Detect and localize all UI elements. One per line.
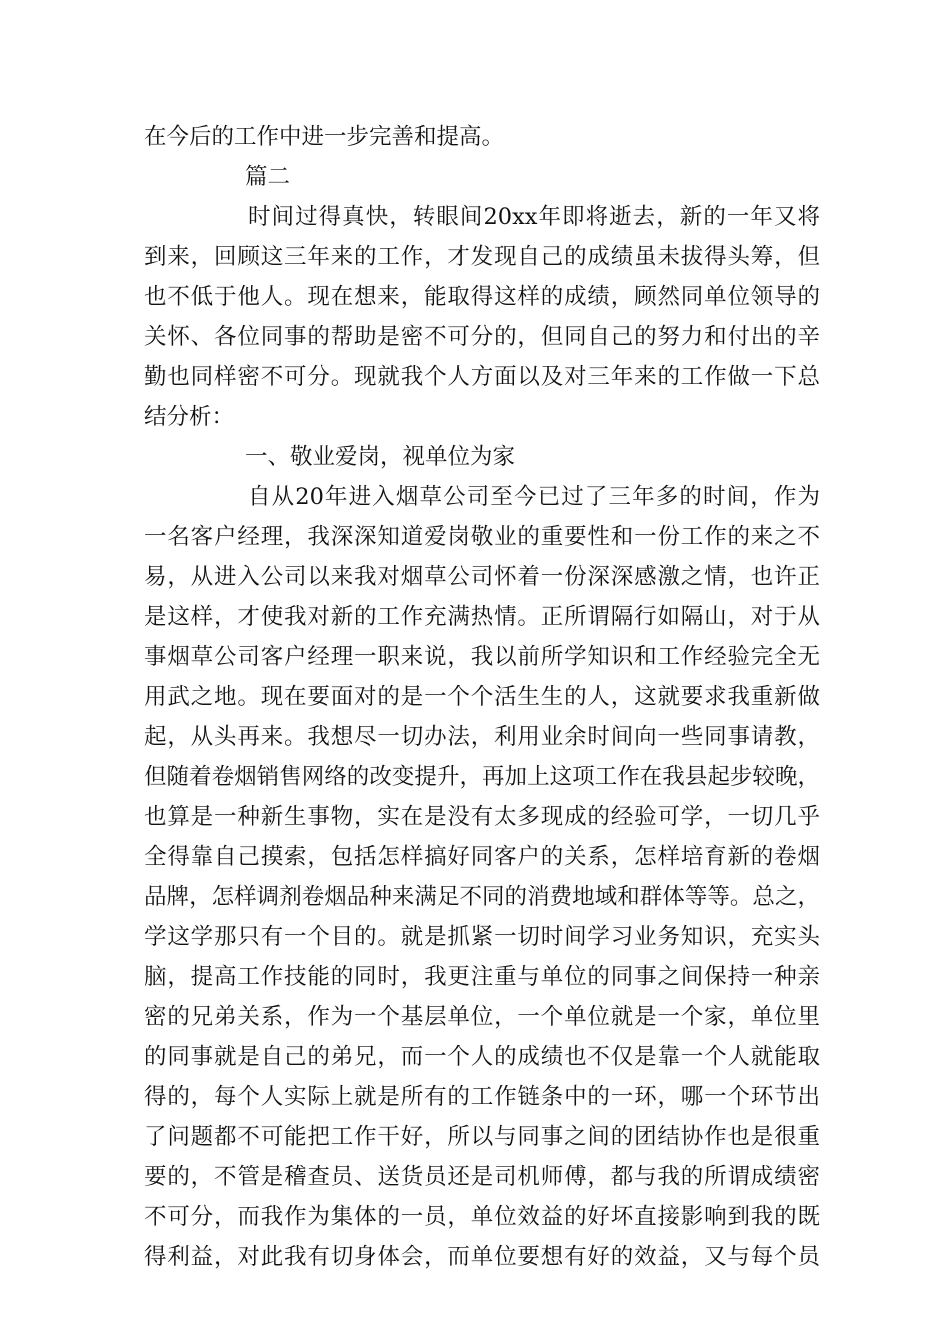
body-line: 关怀、各位同事的帮助是密不可分的，但同自己的努力和付出的辛 bbox=[144, 324, 820, 350]
body-line: 密的兄弟关系，作为一个基层单位，一个单位就是一个家，单位里 bbox=[144, 1004, 820, 1030]
body-line: 全得靠自己摸索，包括怎样搞好同客户的关系，怎样培育新的卷烟 bbox=[144, 844, 820, 870]
section-heading: 篇二 bbox=[245, 164, 291, 190]
body-line: 用武之地。现在要面对的是一个个活生生的人，这就要求我重新做 bbox=[144, 684, 820, 710]
section-heading: 一、敬业爱岗，视单位为家 bbox=[245, 444, 516, 470]
body-line: 也不低于他人。现在想来，能取得这样的成绩，顾然同单位领导的 bbox=[144, 284, 820, 310]
body-line: 要的，不管是稽查员、送货员还是司机师傅，都与我的所谓成绩密 bbox=[144, 1164, 820, 1190]
body-line: 的同事就是自己的弟兄，而一个人的成绩也不仅是靠一个人就能取 bbox=[144, 1044, 820, 1070]
body-line: 易，从进入公司以来我对烟草公司怀着一份深深感激之情，也许正 bbox=[144, 564, 820, 590]
body-line: 品牌，怎样调剂卷烟品种来满足不同的消费地域和群体等等。总之， bbox=[144, 884, 820, 910]
body-line: 脑，提高工作技能的同时，我更注重与单位的同事之间保持一种亲 bbox=[144, 964, 820, 990]
body-line: 得利益，对此我有切身体会，而单位要想有好的效益，又与每个员 bbox=[144, 1244, 820, 1270]
body-line: 自从20年进入烟草公司至今已过了三年多的时间，作为 bbox=[248, 484, 820, 510]
body-line: 勤也同样密不可分。现就我个人方面以及对三年来的工作做一下总 bbox=[144, 364, 820, 390]
body-line: 也算是一种新生事物，实在是没有太多现成的经验可学，一切几乎 bbox=[144, 804, 820, 830]
body-line: 但随着卷烟销售网络的改变提升，再加上这项工作在我县起步较晚， bbox=[144, 764, 820, 790]
body-line: 学这学那只有一个目的。就是抓紧一切时间学习业务知识，充实头 bbox=[144, 924, 820, 950]
body-line: 一名客户经理，我深深知道爱岗敬业的重要性和一份工作的来之不 bbox=[144, 524, 820, 550]
body-line: 在今后的工作中进一步完善和提高。 bbox=[144, 124, 505, 150]
body-line: 是这样，才使我对新的工作充满热情。正所谓隔行如隔山，对于从 bbox=[144, 604, 820, 630]
body-line: 得的，每个人实际上就是所有的工作链条中的一环，哪一个环节出 bbox=[144, 1084, 820, 1110]
body-line: 不可分，而我作为集体的一员，单位效益的好坏直接影响到我的既 bbox=[144, 1204, 820, 1230]
body-line: 事烟草公司客户经理一职来说，我以前所学知识和工作经验完全无 bbox=[144, 644, 820, 670]
body-line: 了问题都不可能把工作干好，所以与同事之间的团结协作也是很重 bbox=[144, 1124, 820, 1150]
body-line: 时间过得真快，转眼间20xx年即将逝去，新的一年又将 bbox=[248, 204, 820, 230]
body-line: 到来，回顾这三年来的工作，才发现自己的成绩虽未拔得头筹，但 bbox=[144, 244, 820, 270]
body-line: 起，从头再来。我想尽一切办法，利用业余时间向一些同事请教， bbox=[144, 724, 820, 750]
body-line: 结分析： bbox=[144, 404, 235, 430]
